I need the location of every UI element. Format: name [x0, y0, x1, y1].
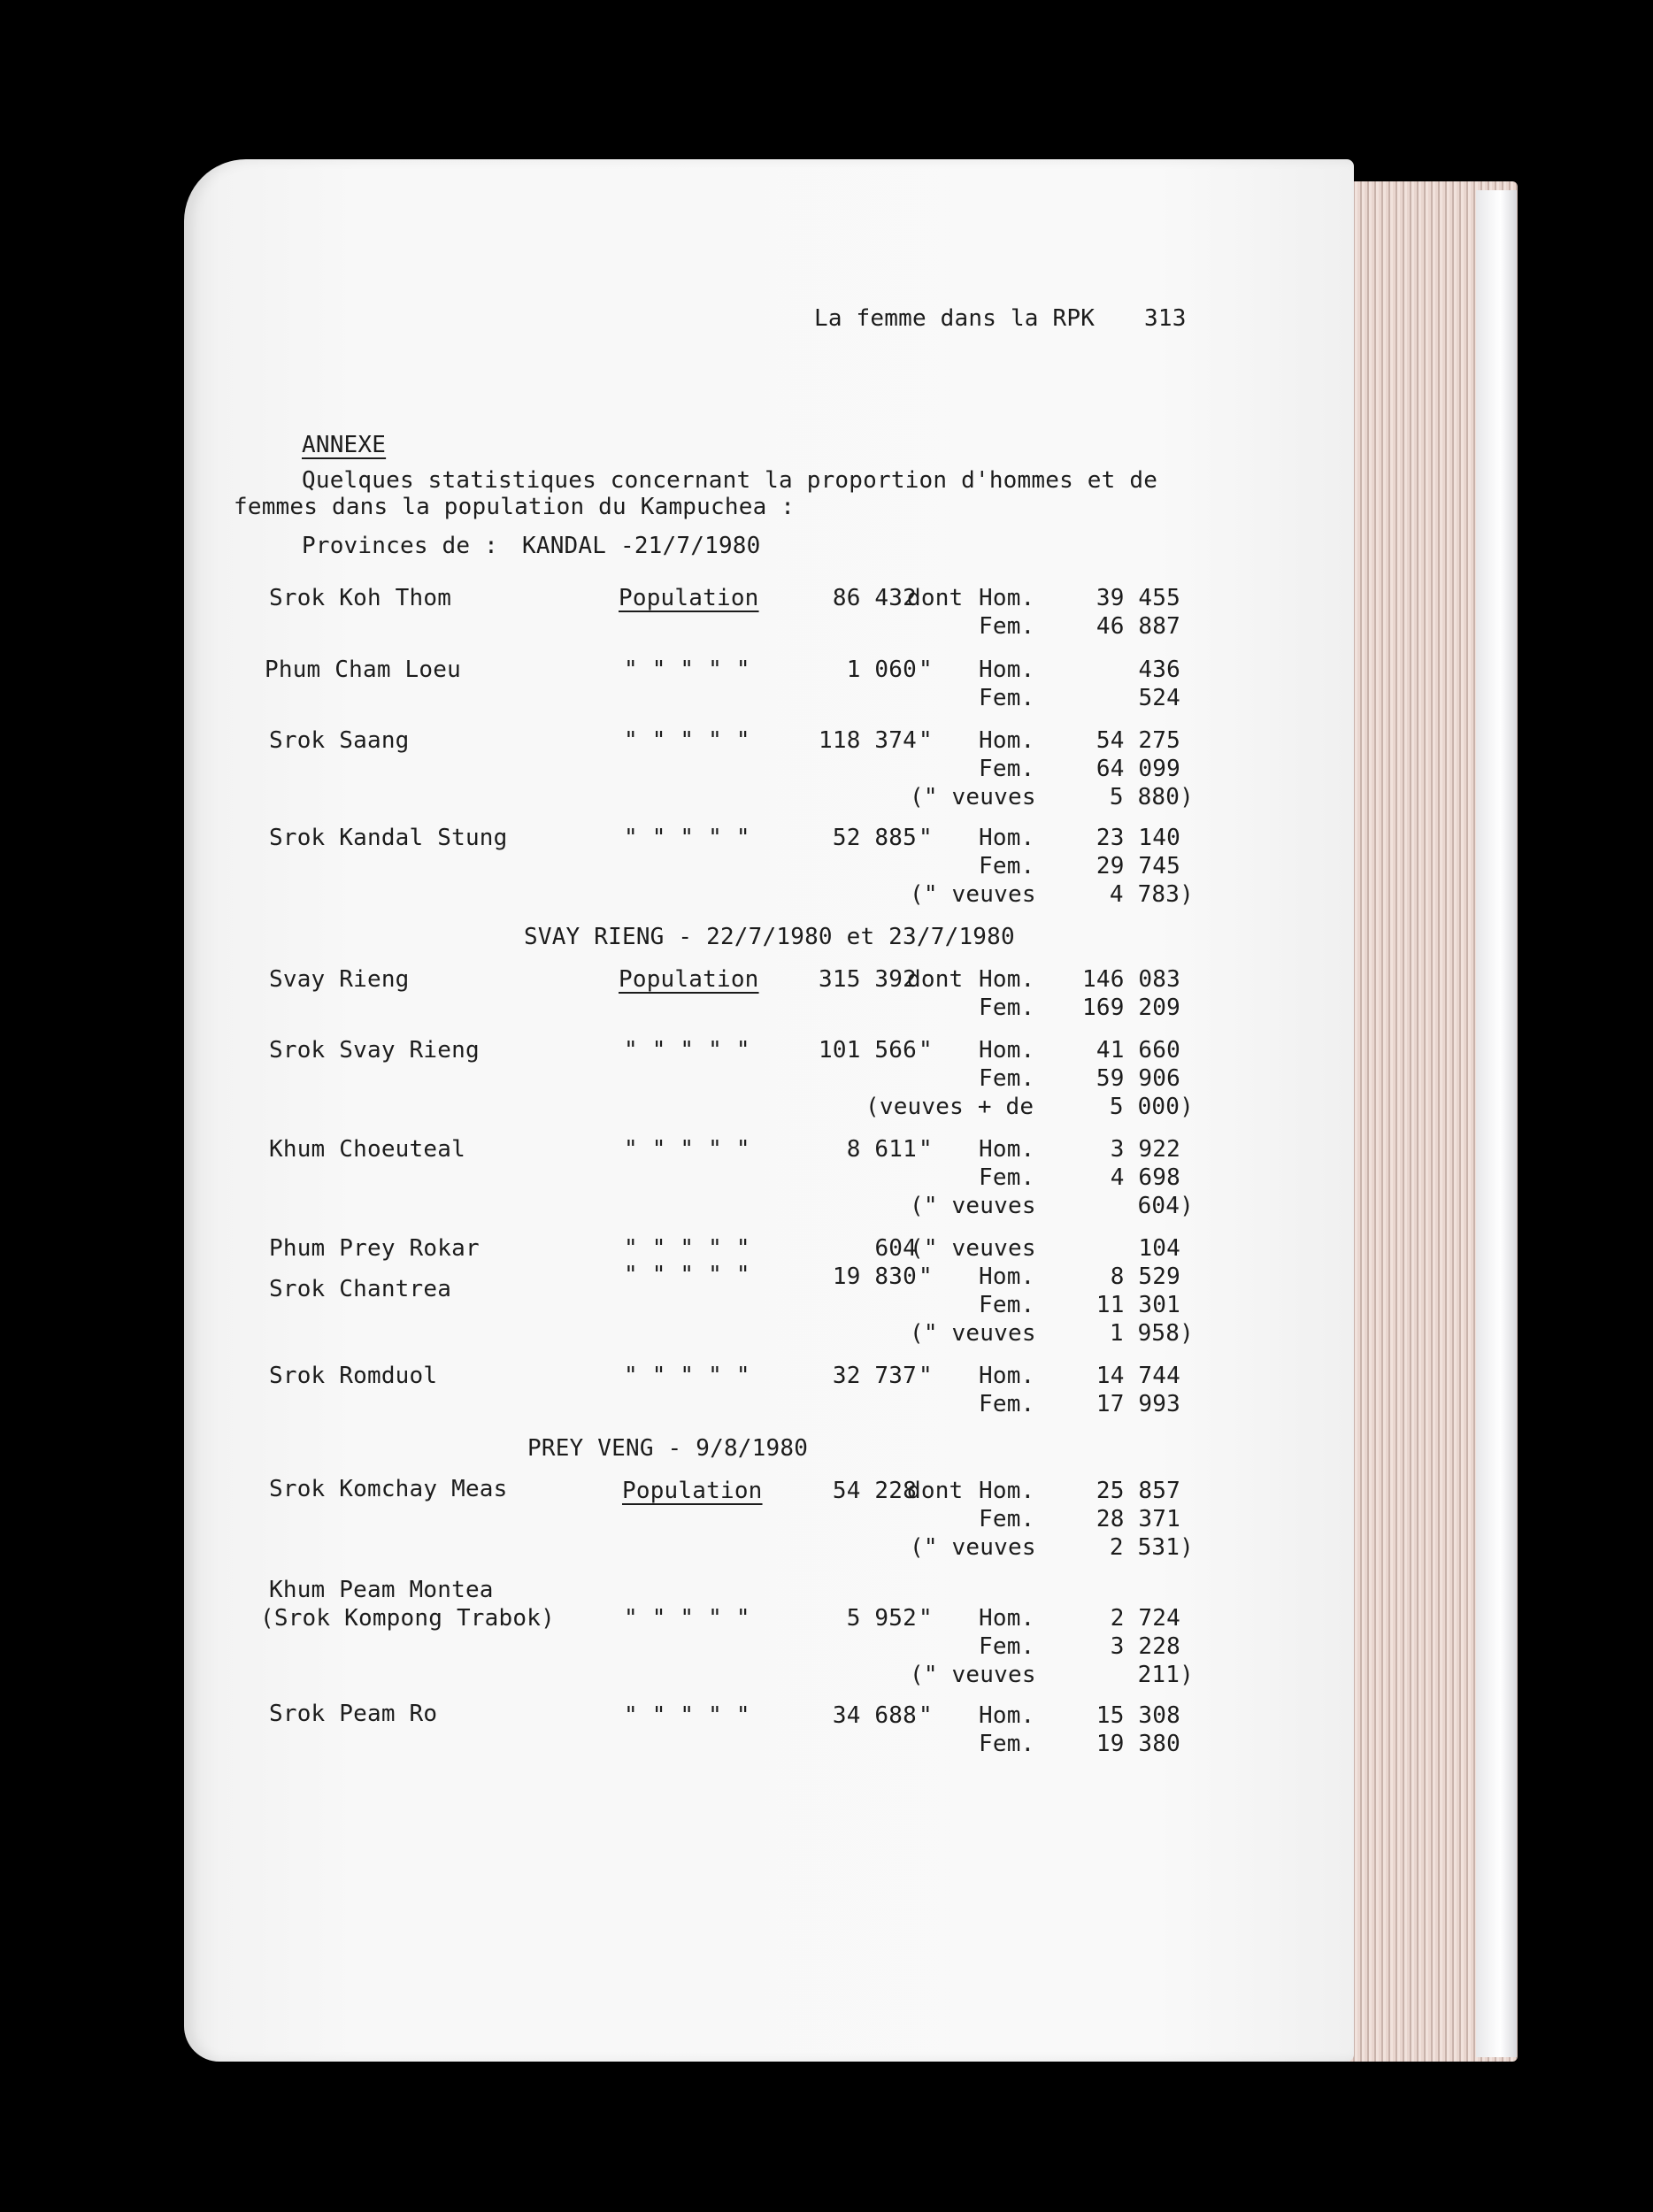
book-page	[184, 159, 1354, 2062]
dont-label: dont	[907, 585, 964, 611]
veuves-label: (veuves + de	[865, 1094, 1034, 1120]
hom-label: Hom.	[979, 825, 1035, 851]
provinces-label: Provinces de :	[302, 533, 498, 559]
veuves-label: (" veuves	[910, 1235, 1036, 1262]
ditto-mark: "	[919, 1363, 933, 1389]
hom-value: 41 660	[1096, 1037, 1180, 1064]
population-value: 101 566	[819, 1037, 917, 1064]
place-name: Srok Romduol	[269, 1363, 438, 1389]
hom-label: Hom.	[979, 657, 1035, 683]
place-name: Srok Kandal Stung	[269, 825, 508, 851]
fem-label: Fem.	[979, 853, 1035, 879]
fem-label: Fem.	[979, 1731, 1035, 1757]
intro-line-1: Quelques statistiques concernant la proportion d'hommes et de	[302, 467, 1158, 494]
place-name: Srok Saang	[269, 727, 410, 754]
hom-value: 8 529	[1110, 1263, 1180, 1290]
population-value: 34 688	[832, 1702, 917, 1729]
fem-value: 3 228	[1110, 1633, 1180, 1660]
population-value: 32 737	[832, 1363, 917, 1389]
place-name: Srok Peam Ro	[269, 1701, 438, 1727]
province-heading-kandal: KANDAL -21/7/1980	[522, 533, 761, 559]
ditto-marks: " " " " "	[624, 1605, 750, 1632]
fem-label: Fem.	[979, 1065, 1035, 1092]
veuves-label: (" veuves	[910, 881, 1036, 908]
veuves-value: 104	[1138, 1235, 1180, 1262]
fem-value: 4 698	[1110, 1164, 1180, 1191]
hom-value: 436	[1138, 657, 1180, 683]
population-value: 54 228	[832, 1478, 917, 1504]
hom-value: 25 857	[1096, 1478, 1180, 1504]
veuves-value: 2 531)	[1109, 1534, 1194, 1561]
veuves-value: 211)	[1137, 1662, 1194, 1688]
place-name: Srok Komchay Meas	[269, 1476, 508, 1502]
hom-label: Hom.	[979, 1605, 1035, 1632]
veuves-value: 604)	[1137, 1193, 1194, 1219]
hom-value: 39 455	[1096, 585, 1180, 611]
hom-label: Hom.	[979, 1363, 1035, 1389]
book-back-cover-edge	[1476, 190, 1517, 2057]
population-value: 604	[874, 1235, 917, 1262]
population-value: 5 952	[846, 1605, 917, 1632]
fem-label: Fem.	[979, 1292, 1035, 1318]
hom-value: 54 275	[1096, 727, 1180, 754]
fem-value: 17 993	[1096, 1391, 1180, 1417]
hom-value: 2 724	[1110, 1605, 1180, 1632]
running-title: La femme dans la RPK	[814, 305, 1096, 332]
fem-value: 59 906	[1096, 1065, 1180, 1092]
province-heading-prey-veng: PREY VENG - 9/8/1980	[527, 1435, 809, 1462]
place-name: Khum Peam Montea	[269, 1577, 494, 1603]
fem-value: 64 099	[1096, 756, 1180, 782]
ditto-marks: " " " " "	[624, 1702, 750, 1729]
fem-value: 46 887	[1096, 613, 1180, 640]
place-name: Svay Rieng	[269, 966, 410, 993]
fem-value: 524	[1138, 685, 1180, 711]
hom-value: 3 922	[1110, 1136, 1180, 1163]
population-value: 86 432	[832, 585, 917, 611]
dont-label: dont	[907, 966, 964, 993]
hom-label: Hom.	[979, 1478, 1035, 1504]
fem-value: 169 209	[1082, 995, 1180, 1021]
ditto-marks: " " " " "	[624, 657, 750, 683]
fem-label: Fem.	[979, 756, 1035, 782]
ditto-marks: " " " " "	[624, 1262, 750, 1288]
hom-label: Hom.	[979, 585, 1035, 611]
fem-label: Fem.	[979, 1164, 1035, 1191]
ditto-mark: "	[919, 1702, 933, 1729]
fem-label: Fem.	[979, 1633, 1035, 1660]
place-name: Srok Svay Rieng	[269, 1037, 480, 1064]
ditto-mark: "	[919, 1037, 933, 1064]
hom-value: 23 140	[1096, 825, 1180, 851]
population-label: Population	[619, 966, 759, 993]
place-name: Khum Choeuteal	[269, 1136, 465, 1163]
fem-value: 28 371	[1096, 1506, 1180, 1532]
place-name: Phum Cham Loeu	[265, 657, 461, 683]
fem-label: Fem.	[979, 1506, 1035, 1532]
veuves-value: 1 958)	[1109, 1320, 1194, 1347]
ditto-marks: " " " " "	[624, 825, 750, 851]
ditto-mark: "	[919, 1136, 933, 1163]
population-value: 19 830	[832, 1263, 917, 1290]
dont-label: dont	[907, 1478, 964, 1504]
ditto-mark: "	[919, 1263, 933, 1290]
ditto-mark: "	[919, 1605, 933, 1632]
veuves-value: 4 783)	[1109, 881, 1194, 908]
fem-label: Fem.	[979, 613, 1035, 640]
fem-value: 11 301	[1096, 1292, 1180, 1318]
veuves-value: 5 000)	[1109, 1094, 1194, 1120]
annexe-heading: ANNEXE	[302, 432, 387, 458]
veuves-label: (" veuves	[910, 1534, 1036, 1561]
ditto-marks: " " " " "	[624, 1235, 750, 1262]
fem-label: Fem.	[979, 1391, 1035, 1417]
population-value: 52 885	[832, 825, 917, 851]
hom-value: 15 308	[1096, 1702, 1180, 1729]
province-heading-svay-rieng: SVAY RIENG - 22/7/1980 et 23/7/1980	[524, 924, 1015, 950]
hom-label: Hom.	[979, 966, 1035, 993]
ditto-mark: "	[919, 657, 933, 683]
place-name: Phum Prey Rokar	[269, 1235, 480, 1262]
intro-line-2: femmes dans la population du Kampuchea :	[234, 494, 796, 520]
population-value: 118 374	[819, 727, 917, 754]
page-number: 313	[1144, 305, 1187, 332]
population-label: Population	[622, 1478, 763, 1504]
hom-label: Hom.	[979, 1136, 1035, 1163]
ditto-marks: " " " " "	[624, 1363, 750, 1389]
ditto-marks: " " " " "	[624, 1037, 750, 1064]
population-label: Population	[619, 585, 759, 611]
fem-value: 19 380	[1096, 1731, 1180, 1757]
veuves-label: (" veuves	[910, 784, 1036, 810]
veuves-label: (" veuves	[910, 1320, 1036, 1347]
veuves-label: (" veuves	[910, 1193, 1036, 1219]
hom-label: Hom.	[979, 1702, 1035, 1729]
population-value: 315 392	[819, 966, 917, 993]
population-value: 1 060	[846, 657, 917, 683]
fem-label: Fem.	[979, 685, 1035, 711]
fem-label: Fem.	[979, 995, 1035, 1021]
place-name: Srok Chantrea	[269, 1276, 452, 1302]
ditto-marks: " " " " "	[624, 727, 750, 754]
hom-value: 146 083	[1082, 966, 1180, 993]
hom-value: 14 744	[1096, 1363, 1180, 1389]
place-name-sub: (Srok Kompong Trabok)	[260, 1605, 555, 1632]
place-name: Srok Koh Thom	[269, 585, 452, 611]
population-value: 8 611	[846, 1136, 917, 1163]
ditto-mark: "	[919, 825, 933, 851]
fem-value: 29 745	[1096, 853, 1180, 879]
ditto-mark: "	[919, 727, 933, 754]
hom-label: Hom.	[979, 727, 1035, 754]
veuves-value: 5 880)	[1109, 784, 1194, 810]
hom-label: Hom.	[979, 1263, 1035, 1290]
veuves-label: (" veuves	[910, 1662, 1036, 1688]
ditto-marks: " " " " "	[624, 1136, 750, 1163]
hom-label: Hom.	[979, 1037, 1035, 1064]
